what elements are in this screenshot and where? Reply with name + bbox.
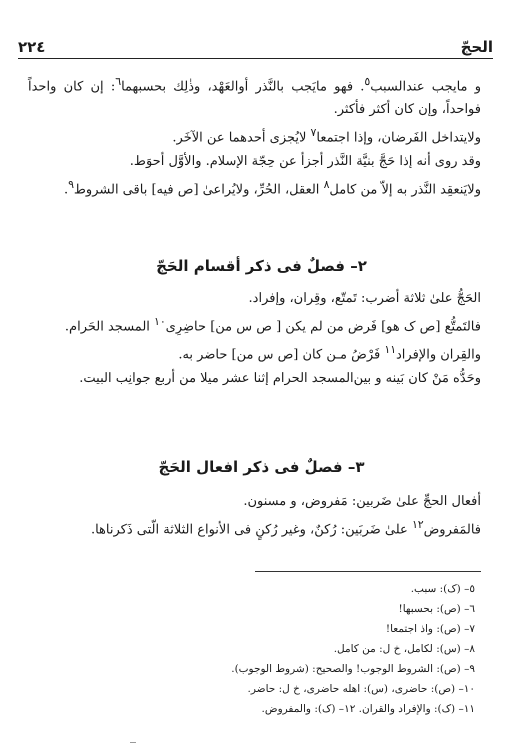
footnote: ١٠– (ص): حاضرى، (س): اهله حاضرى، خ ل: حاضر.: [247, 683, 475, 695]
page-header: [18, 30, 493, 56]
paragraph: وحَدُّه مَنْ كان بَينه و بين‌المسجد الحرام إثنا عشر ميلا من أربع جوانِب البيت.: [79, 370, 481, 386]
text-block-3: [28, 490, 481, 541]
running-title: الحجّ: [460, 38, 493, 56]
footnotes: [150, 579, 475, 719]
paragraph: فالتَمتُّع [ص ک هو] فَرض من لم يكن [ ص س من] حاضِرِى$^{١٠}$ المسجد الحَرام.: [64, 315, 481, 335]
footnote: ٧– (ص): واذ اجتمعا!: [385, 623, 475, 635]
text-block-2: [28, 287, 481, 390]
paragraph: والقِران والإفراد$^{١١}$ فَرْضُ مـن كان [ص س من] حاضر به.: [178, 343, 481, 363]
footnote: ٩– (ص): الشروط الوجوب! والصحيح: (شروط الوجوب).: [231, 663, 475, 675]
paragraph: ولايتداخل الفَرضان، وإذا اجتمعا$^٧$ لايُجزى أحدهما عن الآخَر.: [172, 126, 481, 146]
paragraph: فالمَفروض$^{١٢}$ علىٰ ضَربَين: رُكنٌ، وغير رُكنٍ فى الأنواع الثلاثة الّتى ذَكرناها.: [90, 518, 481, 538]
footnote: ٥– (ک): سبب.: [410, 583, 475, 595]
footnote: ٦– (ص): بحسبها!: [398, 603, 475, 615]
section-heading-3: ٣– فصلٌ فى ذكر افعال الحَجّ: [158, 458, 365, 476]
footnote: ١١– (ک): والإفراد والقران. ١٢– (ک): والمفروض.: [261, 703, 475, 715]
footnote: ٨– (س): لكامل، خ ل: من كامل.: [333, 643, 475, 655]
footnote-rule: [255, 571, 481, 572]
paragraph: ولايَنعقِد النَّذر به إلاّ من كامل$^٨$ العقل، الحُرِّ، ولايُراعىٰ [ص فيه] باقى الشروط$^٩$.: [63, 177, 481, 197]
paragraph: الحَجُّ علىٰ ثلاثة أضرب: تَمتّع، وقِران، وإفراد.: [248, 291, 481, 306]
page-number: ٢٢٤: [18, 38, 46, 56]
header-rule: [18, 58, 493, 59]
text-block-1: [28, 70, 481, 201]
paragraph: وقد روى أنه إذا حَجَّ بنيَّة النَّذر أجزأ عن حِجّة الإسلام. والأوَّل أحوَط.: [129, 153, 481, 169]
paragraph: و مايجب عندالسبب$^٥$. فهو مايَجب بالنَّذر أوالعَهْد، وذٰلِك بحسبهما$^٦$: إن كان واحداً فواحداً، وإن كان أكثر فأكثر.: [28, 75, 481, 118]
scan-mark: [130, 742, 136, 743]
paragraph: أفعال الحجِّ علىٰ ضَربين: مَفروض، و مسنون.: [243, 494, 481, 509]
section-heading-2: ٢– فصلٌ فى ذكر أقسام الحَجّ: [156, 257, 367, 275]
